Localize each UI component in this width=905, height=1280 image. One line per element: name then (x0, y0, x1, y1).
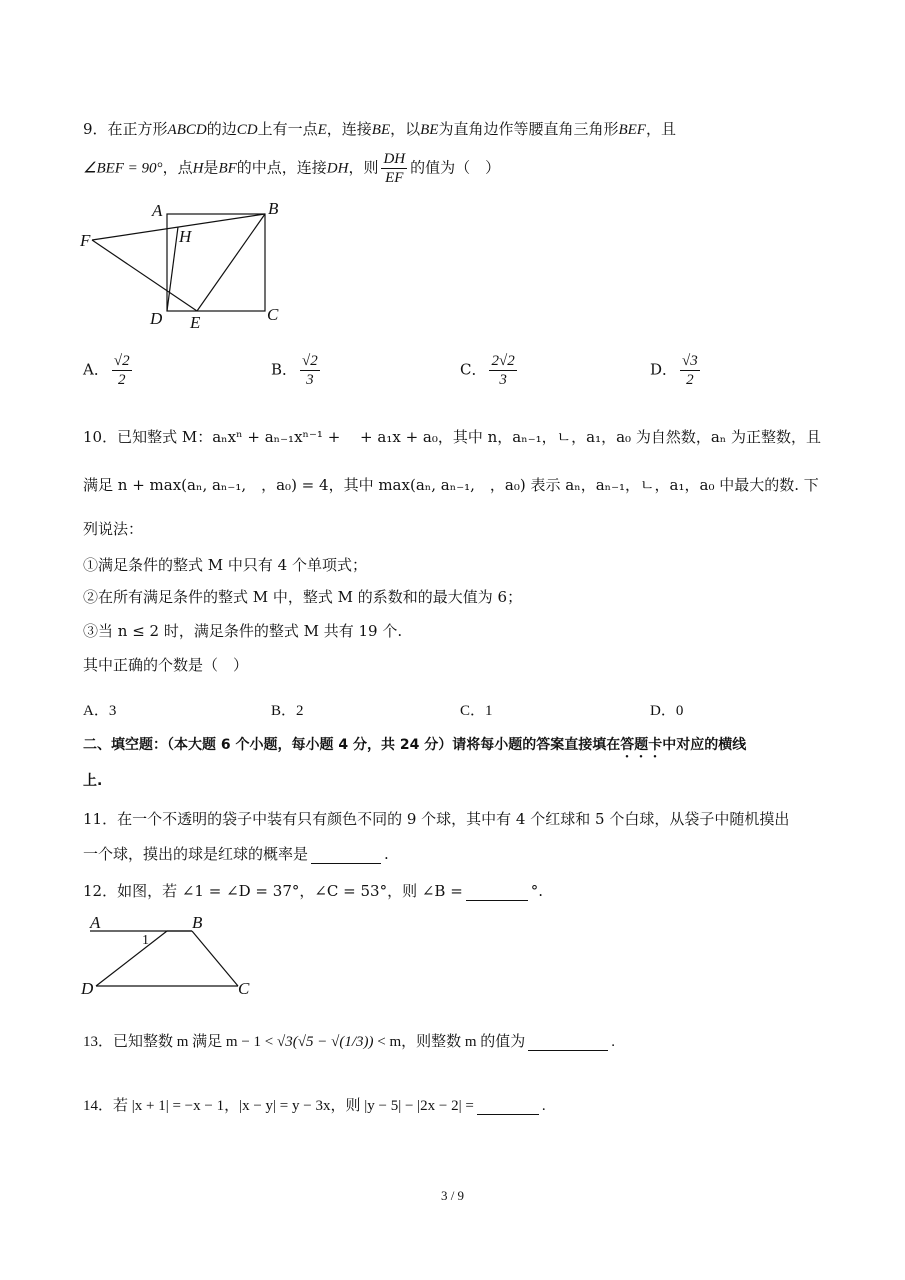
q14-text: 14．若 |x + 1| = −x − 1，|x − y| = y − 3x，则 |y − 5| − |2x − 2| = (83, 1098, 474, 1114)
q13-line (83, 1030, 615, 1051)
label-a: A (90, 913, 101, 932)
q10-line1: 10．已知整式 M：aₙxⁿ + aₙ₋₁xⁿ⁻¹ + + a₁x + a₀，其中 n，aₙ₋₁，ㄴ，a₁，a₀ 为自然数，aₙ 为正整数，且 (83, 428, 822, 446)
q11-line1: 11．在一个不透明的袋子中装有只有颜色不同的 9 个球，其中有 4 个红球和 5 个白球，从袋子中随机摸出 (83, 810, 790, 828)
q9-text: ，连接 (326, 120, 372, 138)
option-fraction (489, 352, 516, 389)
answer-blank-11[interactable] (311, 862, 381, 864)
label-a: A (152, 201, 163, 220)
q9-be: BE (420, 122, 439, 138)
answer-blank-13[interactable] (528, 1049, 608, 1051)
answer-blank-14[interactable] (477, 1113, 539, 1115)
label-1: 1 (142, 933, 149, 948)
label-f: F (80, 231, 91, 250)
q10-statement-3: ③当 n ≤ 2 时，满足条件的整式 M 共有 19 个. (83, 622, 403, 640)
q10-statement-2: ②在所有满足条件的整式 M 中，整式 M 的系数和的最大值为 6； (83, 588, 523, 606)
q12-line (83, 880, 543, 901)
q10-option-b[interactable]: B．2 (271, 703, 304, 719)
option-num: √2 (302, 353, 318, 369)
section2-text: 中对应的横线 (662, 737, 747, 753)
q13-expression: √3(√5 − √(1/3)) (277, 1034, 374, 1050)
label-b: B (268, 199, 279, 218)
q13-text: 13．已知整数 m 满足 m − 1 < (83, 1034, 274, 1050)
q10-option-d[interactable]: D．0 (650, 703, 684, 719)
q12-text: 12．如图，若 ∠1 = ∠D = 37°，∠C = 53°，则 ∠B = (83, 882, 463, 900)
q9-line1 (83, 118, 676, 139)
section2-heading-cont: 上. (83, 773, 103, 789)
q10-line3: 列说法： (83, 520, 144, 538)
q9-option-b[interactable] (271, 352, 323, 389)
option-letter: D． (650, 360, 678, 379)
q9-text: ，则 (348, 158, 379, 177)
q10-statement-1: ①满足条件的整式 M 中只有 4 个单项式； (83, 556, 367, 574)
section2-dotted: 答题卡 (620, 737, 663, 753)
q9-bf: BF (218, 160, 237, 177)
q12-figure (80, 912, 260, 998)
q14-end: . (541, 1098, 546, 1114)
q9-frac-num: DH (383, 151, 406, 167)
section2-heading (83, 734, 746, 761)
page-number: 3 / 9 (440, 1188, 465, 1203)
label-c: C (238, 979, 250, 998)
q13-text: < m，则整数 m 的值为 (377, 1034, 526, 1050)
q9-text: 为直角边作等腰直角三角形 (438, 120, 619, 138)
q9-abcd: ABCD (167, 122, 207, 138)
q9-text: ，点 (162, 158, 193, 177)
option-fraction (300, 352, 320, 389)
q10-option-c[interactable]: C．1 (460, 703, 493, 719)
q10-option-a[interactable]: A．3 (83, 703, 117, 719)
q9-be: BE (371, 122, 391, 138)
q9-option-a[interactable] (83, 352, 135, 389)
label-h: H (179, 227, 192, 246)
q14-line (83, 1094, 546, 1115)
option-num: 2√2 (491, 353, 515, 369)
q9-cd: CD (236, 122, 258, 138)
q11-line2 (83, 843, 389, 864)
q12-end: °. (530, 882, 544, 900)
q9-bef: BEF (618, 122, 646, 138)
q10-ask: 其中正确的个数是（ ） (83, 656, 249, 674)
q9-text: 上有一点 (257, 120, 318, 138)
option-letter: C． (460, 360, 487, 379)
q9-text: 是 (203, 158, 219, 177)
label-d: D (150, 309, 163, 328)
section2-text: 二、填空题：（本大题 6 个小题，每小题 4 分，共 24 分）请将每小题的答案直接填在 (83, 737, 621, 753)
q9-frac-den: EF (385, 170, 404, 186)
option-fraction (112, 352, 132, 389)
q9-e: E (317, 122, 327, 138)
q9-text: 的值为（ ） (410, 158, 501, 177)
q9-text: ，以 (390, 120, 421, 138)
q9-line2 (83, 150, 500, 187)
q9-figure (78, 198, 298, 338)
option-letter: A． (83, 360, 109, 379)
q9-option-d[interactable] (650, 352, 703, 389)
q9-text: 的中点，连接 (236, 158, 327, 177)
segment-dh (167, 227, 178, 311)
q11-end: . (384, 845, 389, 863)
q9-text: 9．在正方形 (83, 120, 168, 138)
option-fraction (680, 352, 700, 389)
segment-bc (192, 931, 238, 986)
option-den: 3 (499, 372, 507, 388)
segment-db (96, 931, 167, 986)
segment-fe (92, 240, 197, 311)
q9-option-c[interactable] (460, 352, 520, 389)
option-num: √2 (113, 353, 130, 369)
option-num: √3 (682, 353, 698, 369)
label-e: E (190, 313, 201, 332)
q9-h: H (192, 160, 204, 177)
q9-text: ，且 (645, 120, 676, 138)
label-d: D (81, 979, 94, 998)
q11-text: 一个球，摸出的球是红球的概率是 (83, 845, 309, 863)
option-den: 3 (306, 372, 314, 388)
q9-text: 的边 (206, 120, 237, 138)
q9-fraction (381, 150, 407, 187)
label-c: C (267, 305, 279, 324)
q10-line2: 满足 n + max(aₙ, aₙ₋₁, ，a₀) = 4，其中 max(aₙ, aₙ₋₁, ，a₀) 表示 aₙ，aₙ₋₁，ㄴ，a₁，a₀ 中最大的数. 下 (83, 476, 819, 494)
q9-dh: DH (326, 160, 349, 177)
answer-blank-12[interactable] (466, 899, 528, 901)
q13-end: . (611, 1034, 616, 1050)
option-letter: B． (271, 360, 298, 379)
segment-be (197, 214, 265, 311)
option-den: 2 (117, 372, 126, 388)
option-den: 2 (686, 372, 694, 388)
q9-angle: ∠BEF = 90° (83, 160, 163, 177)
label-b: B (192, 913, 203, 932)
